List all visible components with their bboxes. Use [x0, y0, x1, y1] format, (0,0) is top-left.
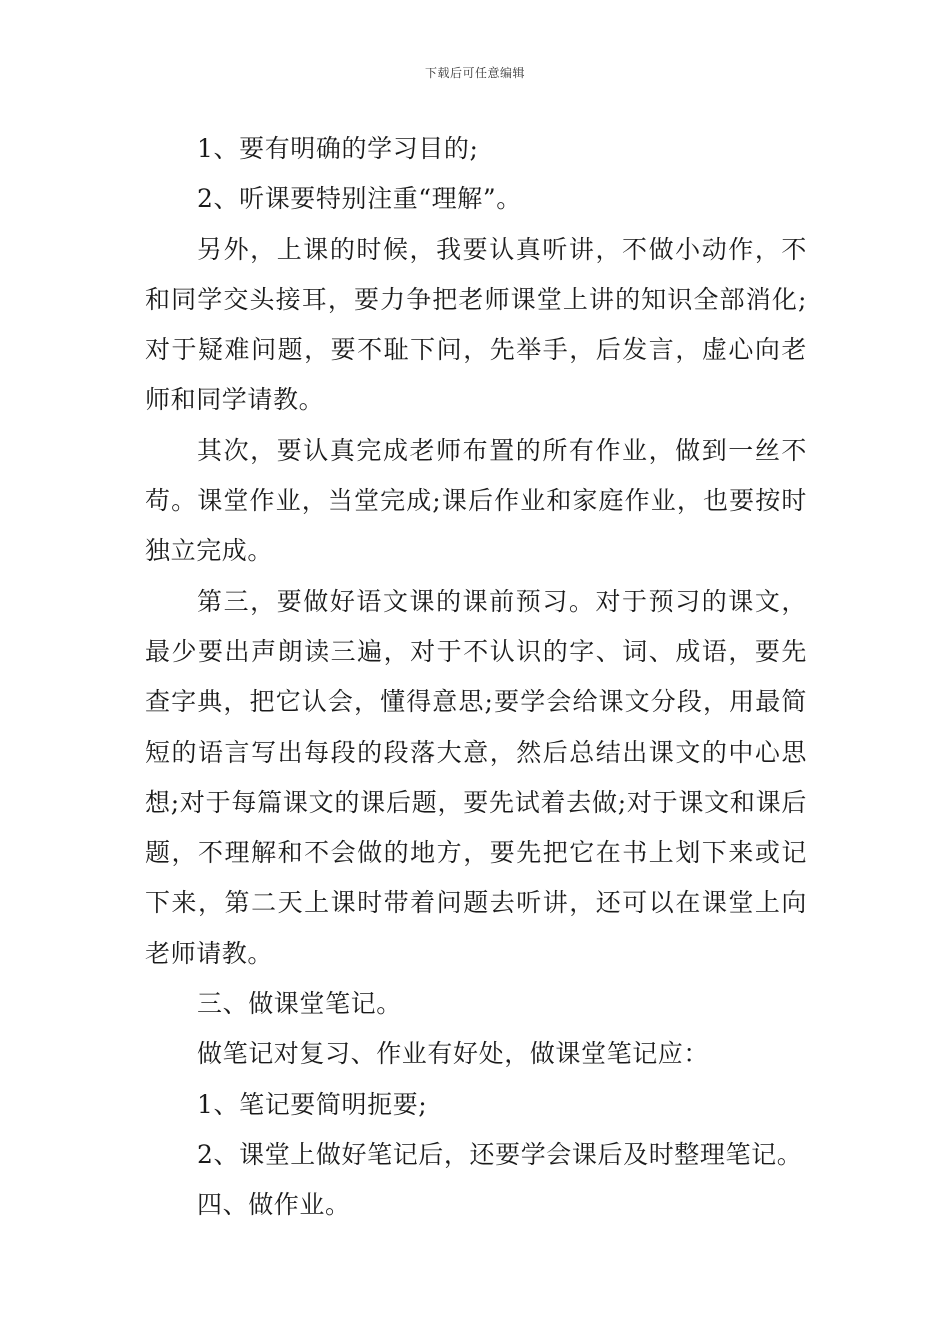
paragraph-attention-in-class: 另外，上课的时候，我要认真听讲，不做小动作，不和同学交头接耳，要力争把老师课堂上讲的知识全部消化;对于疑难问题，要不耻下问，先举手，后发言，虚心向老师和同学请教。	[145, 234, 807, 415]
paragraph-notes-intro: 做笔记对复习、作业有好处，做课堂笔记应：	[197, 1039, 710, 1069]
paragraph-notes-item-2: 2、课堂上做好笔记后，还要学会课后及时整理笔记。	[197, 1139, 803, 1169]
paragraph-homework: 其次，要认真完成老师布置的所有作业，做到一丝不苟。课堂作业，当堂完成;课后作业和家庭作业，也要按时独立完成。	[145, 435, 807, 566]
paragraph-list-item-2: 2、听课要特别注重“理解”。	[197, 184, 522, 214]
paragraph-notes-item-1: 1、笔记要简明扼要;	[197, 1089, 428, 1119]
section-heading-notes: 三、做课堂笔记。	[197, 989, 402, 1019]
section-heading-homework: 四、做作业。	[197, 1190, 351, 1220]
document-body	[145, 124, 807, 1231]
paragraph-list-item-1: 1、要有明确的学习目的;	[197, 134, 479, 163]
page-header: 下载后可任意编辑	[424, 66, 525, 80]
paragraph-preview: 第三，要做好语文课的课前预习。对于预习的课文，最少要出声朗读三遍，对于不认识的字、词、成语，要先查字典，把它认会，懂得意思;要学会给课文分段，用最简短的语言写出每段的段落大意，然后总结出课文的中心思想;对于每篇课文的课后题，要先试着去做;对于课文和课后题，不理解和不会做的地方，要先把它在书上划下来或记下来，第二天上课时带着问题去听讲，还可以在课堂上向老师请教。	[145, 586, 807, 968]
